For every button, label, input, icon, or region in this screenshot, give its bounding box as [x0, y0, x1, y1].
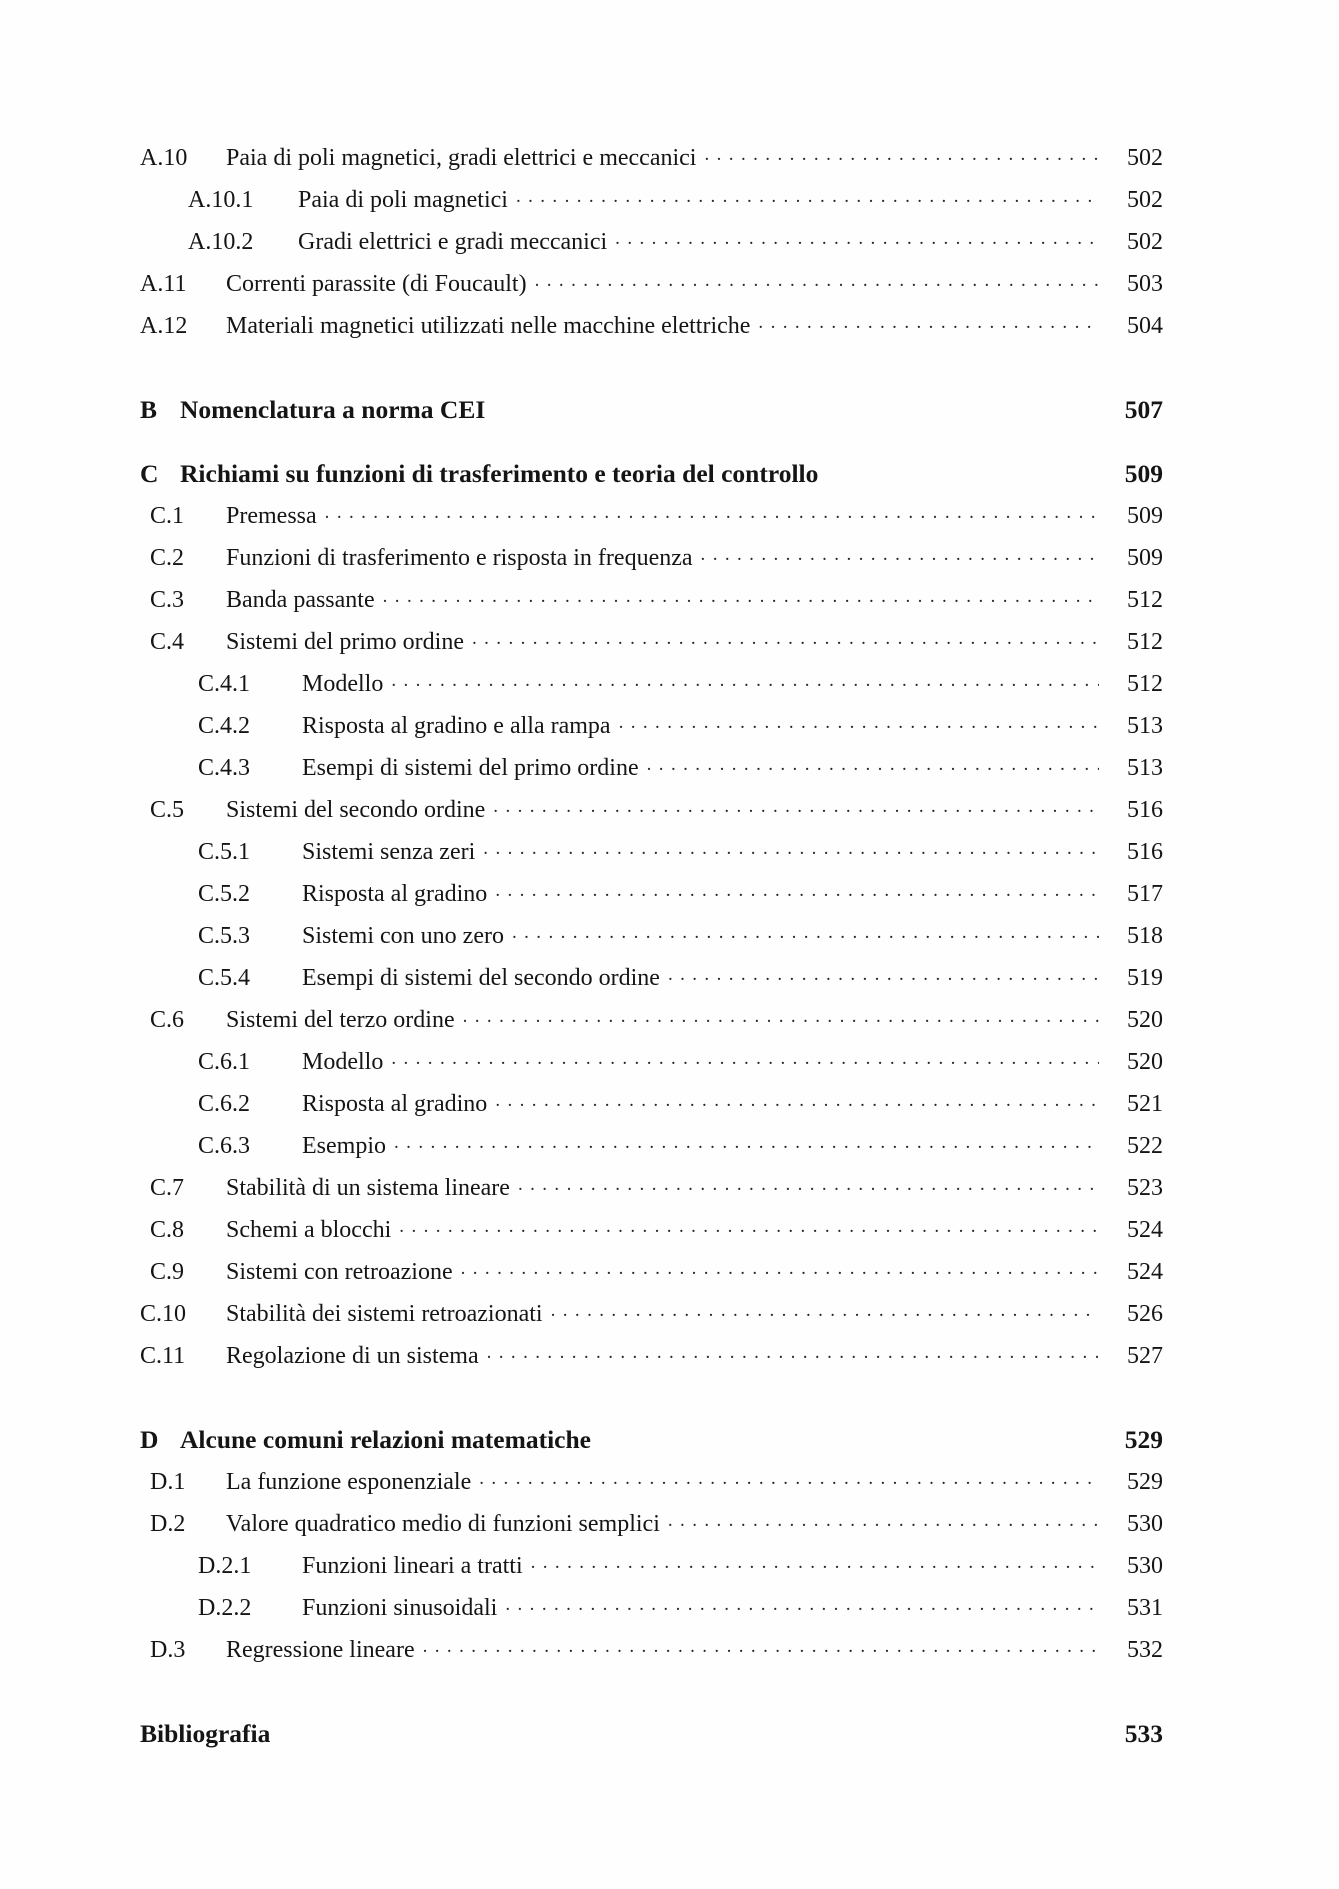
toc-entry-number: C.1 — [150, 503, 185, 529]
toc-entry-title: Esempi di sistemi del secondo ordine — [302, 965, 660, 991]
toc-leader-dots — [495, 877, 1099, 901]
toc-entry-page-number[interactable]: 516 — [1127, 797, 1163, 823]
toc-leader-dots — [493, 793, 1099, 817]
toc-leader-dots — [278, 1716, 1099, 1742]
toc-entry-number: C.5.4 — [198, 965, 251, 991]
toc-entry-number: C.4.1 — [198, 671, 251, 697]
toc-entry[interactable] — [140, 1255, 1163, 1284]
toc-entry-number: A.11 — [140, 271, 187, 297]
toc-entry-title: Funzioni lineari a tratti — [302, 1553, 523, 1579]
toc-entry-title: Regressione lineare — [226, 1637, 415, 1663]
toc-entry[interactable] — [140, 1507, 1163, 1536]
toc-entry[interactable] — [140, 141, 1163, 170]
toc-entry-title: Modello — [302, 671, 384, 697]
toc-leader-dots — [383, 583, 1099, 607]
toc-entry-page-number[interactable]: 513 — [1127, 755, 1163, 781]
toc-entry-page-number[interactable]: 507 — [1124, 394, 1163, 424]
toc-entry[interactable] — [140, 1087, 1163, 1116]
toc-leader-dots — [394, 1129, 1099, 1153]
toc-leader-dots — [668, 961, 1099, 985]
toc-entry-number: C.9 — [150, 1259, 185, 1285]
toc-entry-page-number[interactable]: 522 — [1127, 1133, 1163, 1159]
toc-entry[interactable] — [140, 1045, 1163, 1074]
toc-entry-number: C.5.3 — [198, 923, 251, 949]
toc-entry-title: La funzione esponenziale — [226, 1469, 472, 1495]
toc-entry-page-number[interactable]: 502 — [1127, 187, 1163, 213]
toc-leader-dots — [472, 625, 1099, 649]
toc-entry[interactable] — [140, 541, 1163, 570]
toc-entry-page-number[interactable]: 504 — [1127, 313, 1163, 339]
toc-entry-title: Richiami su funzioni di trasferimento e teoria del controllo — [180, 458, 819, 488]
toc-entry-title: Premessa — [226, 503, 317, 529]
toc-entry[interactable] — [140, 1213, 1163, 1242]
toc-entry-number: D — [140, 1424, 159, 1454]
toc-entry-title: Esempi di sistemi del primo ordine — [302, 755, 639, 781]
toc-entry-title: Funzioni di trasferimento e risposta in frequenza — [226, 545, 693, 571]
toc-leader-dots — [820, 456, 1099, 482]
toc-entry[interactable] — [140, 1003, 1163, 1032]
toc-entry-page-number[interactable]: 529 — [1127, 1469, 1163, 1495]
toc-leader-dots — [487, 1339, 1099, 1363]
toc-entry-title: Banda passante — [226, 587, 375, 613]
toc-entry-number: C.6 — [150, 1007, 185, 1033]
toc-entry[interactable] — [140, 1422, 1163, 1452]
toc-entry-number: C.7 — [150, 1175, 185, 1201]
toc-entry-page-number[interactable]: 533 — [1124, 1718, 1163, 1748]
toc-entry-page-number[interactable]: 502 — [1127, 145, 1163, 171]
toc-entry-title: Sistemi del secondo ordine — [226, 797, 486, 823]
toc-leader-dots — [668, 1507, 1099, 1531]
toc-entry-number: A.12 — [140, 313, 188, 339]
toc-entry[interactable] — [140, 1297, 1163, 1326]
toc-entry-number: C.11 — [140, 1343, 186, 1369]
toc-entry[interactable] — [140, 835, 1163, 864]
toc-entry[interactable] — [140, 751, 1163, 780]
toc-leader-dots — [535, 267, 1099, 291]
toc-entry-number: C.5.1 — [198, 839, 251, 865]
toc-entry-page-number[interactable]: 512 — [1127, 629, 1163, 655]
toc-entry[interactable] — [140, 1339, 1163, 1368]
toc-entry[interactable] — [140, 1171, 1163, 1200]
toc-leader-dots — [531, 1549, 1099, 1573]
toc-entry-title: Paia di poli magnetici — [298, 187, 508, 213]
toc-entry-title: Stabilità dei sistemi retroazionati — [226, 1301, 543, 1327]
toc-entry-page-number[interactable]: 513 — [1127, 713, 1163, 739]
toc-entry-number: B — [140, 394, 158, 424]
toc-entry-title: Sistemi con retroazione — [226, 1259, 453, 1285]
toc-entry[interactable] — [140, 919, 1163, 948]
toc-entry-title: Materiali magnetici utilizzati nelle macchine elettriche — [226, 313, 751, 339]
toc-leader-dots — [325, 499, 1099, 523]
toc-entry-page-number[interactable]: 530 — [1127, 1511, 1163, 1537]
toc-leader-dots — [505, 1591, 1099, 1615]
toc-entry-number: C.6.1 — [198, 1049, 251, 1075]
toc-entry-title: Schemi a blocchi — [226, 1217, 392, 1243]
toc-entry-title: Regolazione di un sistema — [226, 1343, 479, 1369]
toc-entry-title: Sistemi del terzo ordine — [226, 1007, 455, 1033]
toc-entry-page-number[interactable]: 516 — [1127, 839, 1163, 865]
toc-entry-page-number[interactable]: 502 — [1127, 229, 1163, 255]
toc-leader-dots — [483, 835, 1099, 859]
toc-entry-title: Risposta al gradino e alla rampa — [302, 713, 611, 739]
toc-entry[interactable] — [140, 1633, 1163, 1662]
toc-entry-page-number[interactable]: 521 — [1127, 1091, 1163, 1117]
toc-leader-dots — [593, 1422, 1099, 1448]
toc-entry-number: A.10.1 — [188, 187, 254, 213]
toc-entry-title: Sistemi con uno zero — [302, 923, 504, 949]
toc-leader-dots — [487, 392, 1099, 418]
toc-leader-dots — [758, 309, 1099, 333]
toc-entry-number: D.2 — [150, 1511, 186, 1537]
toc-entry[interactable] — [140, 392, 1163, 422]
toc-entry-number: C.4 — [150, 629, 185, 655]
toc-entry-page-number[interactable]: 512 — [1127, 587, 1163, 613]
toc-leader-dots — [391, 667, 1099, 691]
toc-entry[interactable] — [140, 961, 1163, 990]
toc-entry-number: C.5 — [150, 797, 185, 823]
toc-entry-page-number[interactable]: 524 — [1127, 1259, 1163, 1285]
toc-entry-page-number[interactable]: 531 — [1127, 1595, 1163, 1621]
toc-entry-title: Bibliografia — [140, 1718, 271, 1748]
toc-entry-page-number[interactable]: 509 — [1127, 503, 1163, 529]
toc-list — [140, 141, 1163, 1746]
toc-entry-page-number[interactable]: 530 — [1127, 1553, 1163, 1579]
toc-entry-title: Valore quadratico medio di funzioni semplici — [226, 1511, 660, 1537]
toc-entry[interactable] — [140, 1716, 1163, 1746]
toc-block-gap — [140, 1368, 1163, 1388]
toc-entry-number: D.2.2 — [198, 1595, 252, 1621]
toc-entry-number: D.1 — [150, 1469, 186, 1495]
toc-entry-page-number[interactable]: 520 — [1127, 1049, 1163, 1075]
toc-block-gap — [140, 1662, 1163, 1682]
toc-leader-dots — [704, 141, 1099, 165]
toc-entry[interactable] — [140, 225, 1163, 254]
toc-entry[interactable] — [140, 583, 1163, 612]
toc-leader-dots — [516, 183, 1099, 207]
toc-entry-page-number[interactable]: 503 — [1127, 271, 1163, 297]
toc-entry-title: Stabilità di un sistema lineare — [226, 1175, 510, 1201]
toc-entry-number: A.10 — [140, 145, 188, 171]
toc-entry[interactable] — [140, 456, 1163, 486]
toc-block-gap — [140, 338, 1163, 358]
toc-entry-page-number[interactable]: 527 — [1127, 1343, 1163, 1369]
toc-entry-page-number[interactable]: 529 — [1124, 1424, 1163, 1454]
toc-leader-dots — [619, 709, 1099, 733]
toc-entry-title: Funzioni sinusoidali — [302, 1595, 498, 1621]
toc-entry[interactable] — [140, 709, 1163, 738]
toc-leader-dots — [512, 919, 1099, 943]
toc-entry-number: C.8 — [150, 1217, 185, 1243]
toc-entry-page-number[interactable]: 509 — [1124, 458, 1163, 488]
toc-entry-page-number[interactable]: 523 — [1127, 1175, 1163, 1201]
toc-entry-number: C.4.2 — [198, 713, 251, 739]
toc-leader-dots — [551, 1297, 1099, 1321]
toc-entry-title: Risposta al gradino — [302, 881, 488, 907]
toc-leader-dots — [423, 1633, 1099, 1657]
toc-entry[interactable] — [140, 267, 1163, 296]
toc-entry-title: Paia di poli magnetici, gradi elettrici e meccanici — [226, 145, 697, 171]
toc-entry-number: C.4.3 — [198, 755, 251, 781]
toc-entry-page-number[interactable]: 512 — [1127, 671, 1163, 697]
toc-entry[interactable] — [140, 1129, 1163, 1158]
toc-entry-page-number[interactable]: 520 — [1127, 1007, 1163, 1033]
toc-leader-dots — [463, 1003, 1099, 1027]
toc-entry-number: C.6.2 — [198, 1091, 251, 1117]
toc-entry-number: C.2 — [150, 545, 185, 571]
toc-entry-title: Gradi elettrici e gradi meccanici — [298, 229, 608, 255]
toc-entry-title: Correnti parassite (di Foucault) — [226, 271, 527, 297]
toc-entry-title: Esempio — [302, 1133, 386, 1159]
toc-entry-title: Risposta al gradino — [302, 1091, 488, 1117]
toc-entry-page-number[interactable]: 532 — [1127, 1637, 1163, 1663]
toc-leader-dots — [518, 1171, 1099, 1195]
toc-leader-dots — [461, 1255, 1099, 1279]
toc-entry-number: C.3 — [150, 587, 185, 613]
toc-entry[interactable] — [140, 1465, 1163, 1494]
toc-entry-number: C.5.2 — [198, 881, 251, 907]
toc-entry[interactable] — [140, 1549, 1163, 1578]
toc-entry[interactable] — [140, 309, 1163, 338]
toc-entry[interactable] — [140, 667, 1163, 696]
toc-leader-dots — [479, 1465, 1099, 1489]
toc-leader-dots — [495, 1087, 1099, 1111]
toc-entry[interactable] — [140, 499, 1163, 528]
toc-entry[interactable] — [140, 625, 1163, 654]
toc-entry-number: D.3 — [150, 1637, 186, 1663]
toc-entry-number: C.6.3 — [198, 1133, 251, 1159]
toc-leader-dots — [647, 751, 1099, 775]
toc-entry-page-number[interactable]: 524 — [1127, 1217, 1163, 1243]
toc-leader-dots — [701, 541, 1099, 565]
toc-entry-page-number[interactable]: 509 — [1127, 545, 1163, 571]
toc-entry-page-number[interactable]: 519 — [1127, 965, 1163, 991]
toc-leader-dots — [615, 225, 1099, 249]
toc-entry-page-number[interactable]: 518 — [1127, 923, 1163, 949]
toc-entry[interactable] — [140, 1591, 1163, 1620]
toc-leader-dots — [399, 1213, 1099, 1237]
toc-entry-title: Nomenclatura a norma CEI — [180, 394, 486, 424]
toc-entry[interactable] — [140, 877, 1163, 906]
toc-entry-title: Modello — [302, 1049, 384, 1075]
toc-entry-title: Alcune comuni relazioni matematiche — [180, 1424, 592, 1454]
toc-entry-number: A.10.2 — [188, 229, 254, 255]
toc-entry-number: C — [140, 458, 159, 488]
toc-entry-page-number[interactable]: 526 — [1127, 1301, 1163, 1327]
toc-entry-page-number[interactable]: 517 — [1127, 881, 1163, 907]
toc-entry-title: Sistemi senza zeri — [302, 839, 476, 865]
toc-entry[interactable] — [140, 183, 1163, 212]
toc-entry-number: C.10 — [140, 1301, 187, 1327]
toc-entry-number: D.2.1 — [198, 1553, 252, 1579]
toc-entry[interactable] — [140, 793, 1163, 822]
toc-leader-dots — [391, 1045, 1099, 1069]
toc-entry-title: Sistemi del primo ordine — [226, 629, 464, 655]
